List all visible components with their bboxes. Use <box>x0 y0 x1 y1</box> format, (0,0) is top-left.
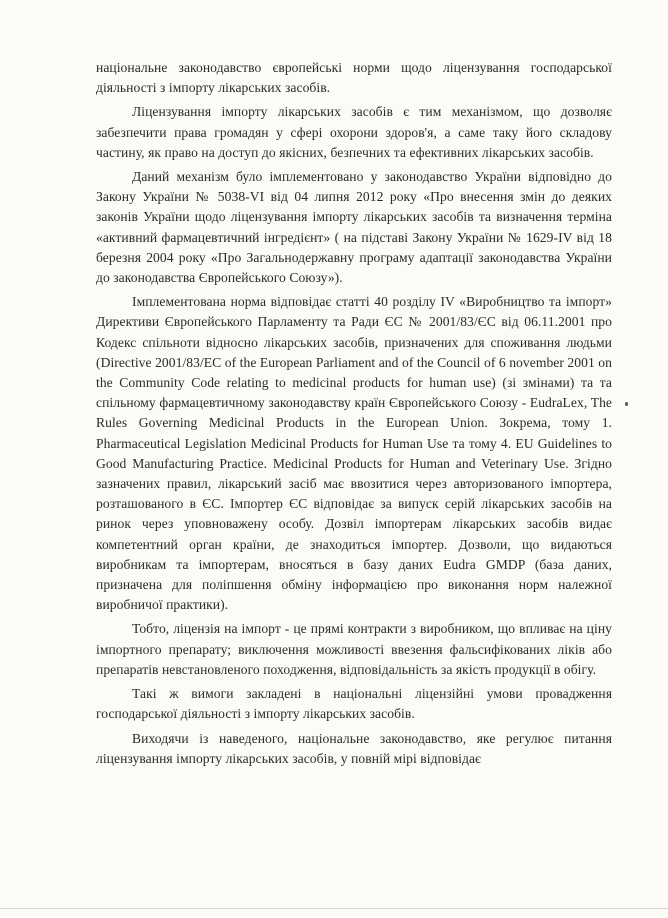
paragraph-3: Даний механізм було імплементовано у законодавство України відповідно до Закону України № 5038-VI від 04 липня 2012 року «Про внесення змін до деяких законів України щодо ліцензування імпорту лікарських засобів та визначення терміна «активний фармацевтичний інгредієнт» ( на підставі Закону України № 1629-IV від 18 березня 2004 року «Про Загальнодержавну програму адаптації законодавства України до законодавства Європейського Союзу»). <box>96 169 612 286</box>
paragraph-4: Імплементована норма відповідає статті 40 розділу IV «Виробництво та імпорт» Директиви Європейського Парламенту та Ради ЄС № 2001/83/ЄС від 06.11.2001 про Кодекс спільноти відносно лікарських засобів, призначених для споживання людьми (Directive 2001/83/EC of the European Parliament and of the Council of 6 november 2001 on the Community Code relating to medicinal products for human use) (зі змінами) та та спільному фармацевтичному законодавству країн Європейського Союзу - EudraLex, The Rules Governing Medicinal Products in the European Union. Зокрема, тому 1. Pharmaceutical Legislation Medicinal Products for Human Use та тому 4. EU Guidelines to Good Manufacturing Practice. Medicinal Products for Human and Veterinary Use. Згідно зазначених правил, лікарський засіб має ввозитися через авторизованого імпортера, розташованого в ЄС. Імпортер ЄС відповідає за випуск серій лікарських засобів на ринок через уповноважену особу. Дозвіл імпортерам лікарських засобів видає компетентний орган країни, де знаходиться імпортер. Дозволи, що видаються виробникам та імпортерам, вносяться в базу даних Eudra GMDP (база даних, призначена для поліпшення обміну інформацією про виконання норм належної виробничої практики). <box>96 294 612 613</box>
scan-edge-line <box>0 908 668 909</box>
scan-speck <box>625 402 628 406</box>
paragraph-5: Тобто, ліцензія на імпорт - це прямі контракти з виробником, що впливає на ціну імпортного препарату; виключення можливості ввезення фальсифікованих ліків або препаратів невстановленого походження, відповідальність за якість продукції в обігу. <box>96 621 612 677</box>
document-body <box>96 58 612 773</box>
paragraph-7: Виходячи із наведеного, національне законодавство, яке регулює питання ліцензування імпорту лікарських засобів, у повній мірі відповідає <box>96 730 612 766</box>
paragraph-1: національне законодавство європейські норми щодо ліцензування господарської діяльності з імпорту лікарських засобів. <box>96 60 612 96</box>
paragraph-2: Ліцензування імпорту лікарських засобів є тим механізмом, що дозволяє забезпечити права громадян у сфері охорони здоров'я, а саме таку його складову частину, як право на доступ до якісних, безпечних та ефективних лікарських засобів. <box>96 104 612 160</box>
paragraph-6: Такі ж вимоги закладені в національні ліцензійні умови провадження господарської діяльності з імпорту лікарських засобів. <box>96 686 612 722</box>
